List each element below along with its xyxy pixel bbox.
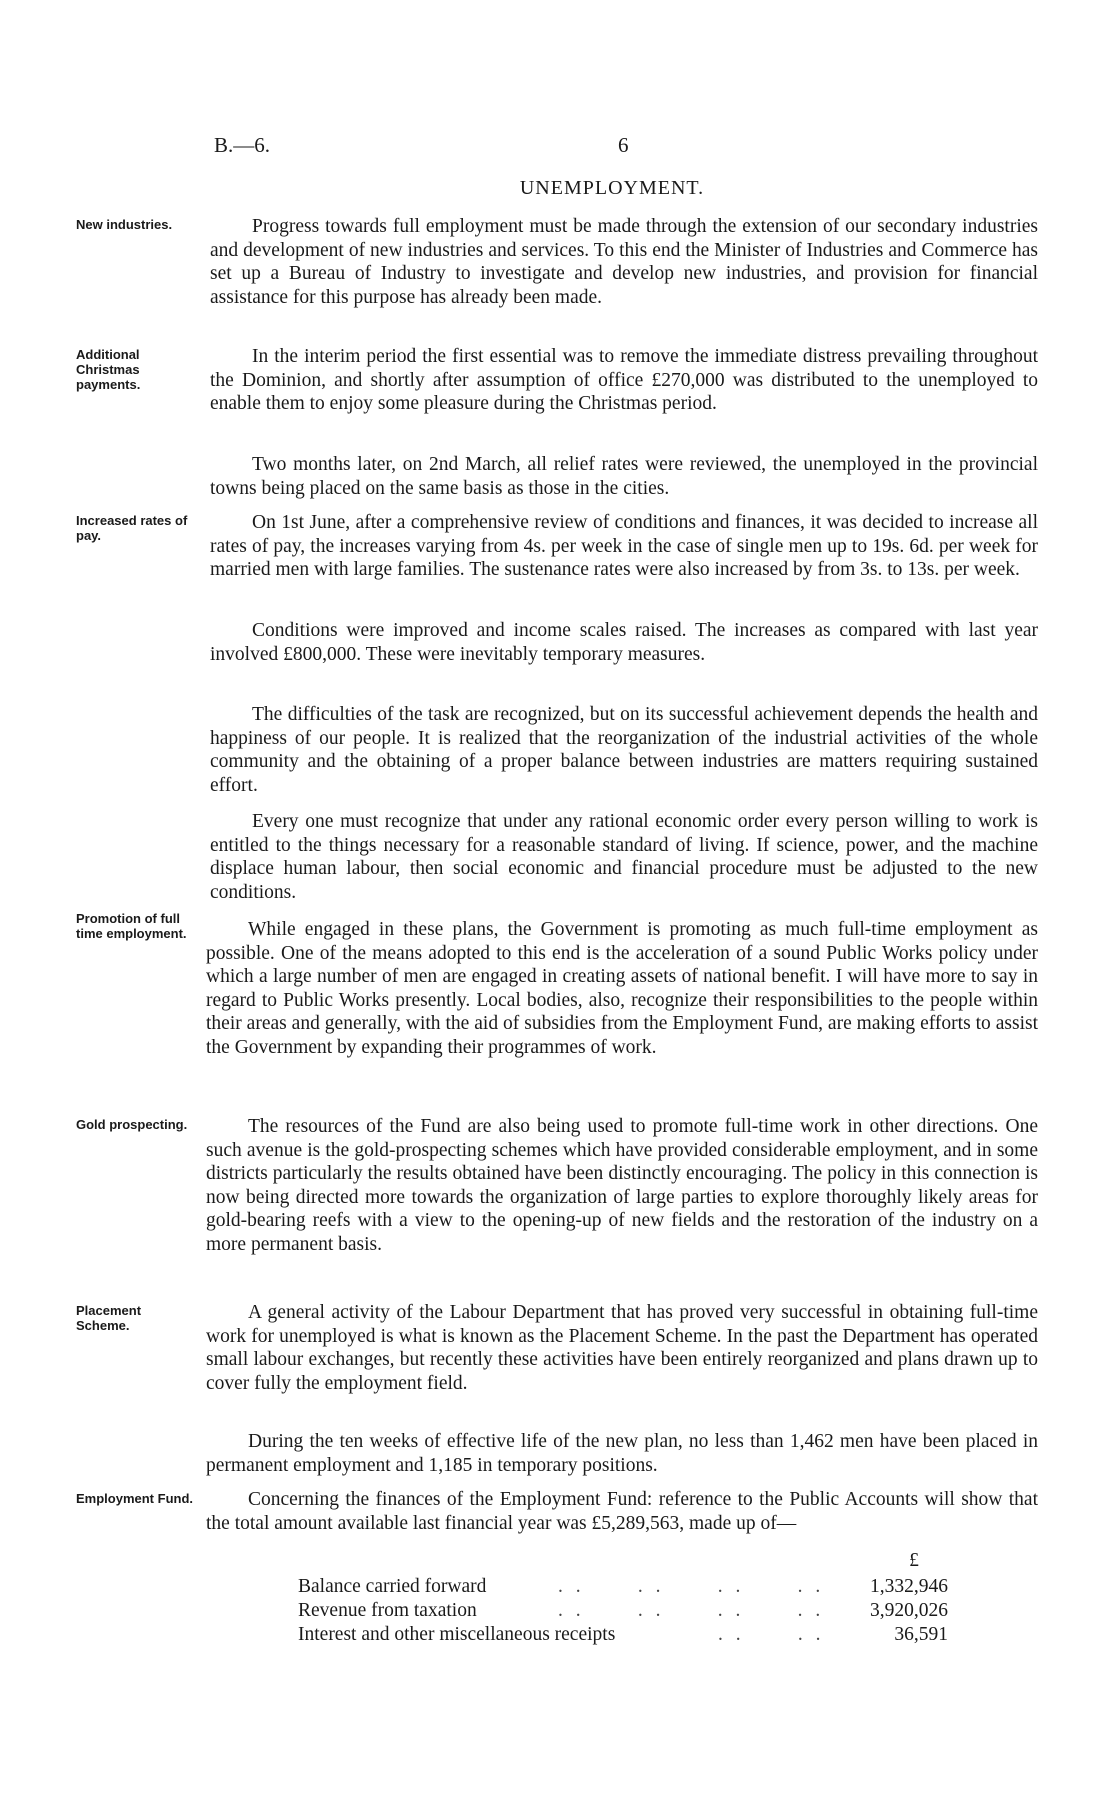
margin-note-increased-rates: Increased rates of pay.	[76, 513, 188, 543]
row-value: 3,920,026	[870, 1600, 948, 1621]
table-row	[298, 1624, 948, 1648]
margin-note-new-industries: New industries.	[76, 217, 173, 232]
paragraph-full-time-employment: While engaged in these plans, the Government is promoting as much full-time employment as possible. One of the means adopted to this end is the acceleration of a sound Public Works policy under which a large number of men are engaged in creating assets of national benefit. I will have more to say in regard to Public Works presently. Local bodies, also, recognize their responsibilities to the people within their areas and generally, with the aid of subsidies from the Employment Fund, are making efforts to assist the Government by expanding their programmes of work.	[206, 919, 1038, 1058]
paragraph-employment-fund: Concerning the finances of the Employment Fund: reference to the Public Accounts will show that the total amount available last financial year was £5,289,563, made up of—	[206, 1489, 1038, 1534]
margin-note-full-time-employment: Promotion of full time employment.	[76, 911, 187, 941]
paragraph-placement-results: During the ten weeks of effective life of the new plan, no less than 1,462 men have been placed in permanent employment and 1,185 in temporary positions.	[206, 1431, 1038, 1476]
row-label: Balance carried forward	[298, 1576, 487, 1597]
row-leader: . . . . . . . .	[558, 1600, 825, 1621]
table-row	[298, 1576, 948, 1600]
paragraph-rational-order: Every one must recognize that under any rational economic order every person willing to work is entitled to the things necessary for a reasonable standard of living. If science, power, and the machine displace human labour, then social economic and financial procedure must be adjusted to the new conditions.	[210, 811, 1038, 903]
page-number: 6	[618, 133, 629, 157]
paragraph-gold-prospecting: The resources of the Fund are also being used to promote full-time work in other directions. One such avenue is the gold-prospecting schemes which have provided considerable employment, and in some districts particularly the results obtained have been distinctly encouraging. The policy in this connection is now being directed more towards the organization of large parties to explore thoroughly likely areas for gold-bearing reefs with a view to the opening-up of new fields and the restoration of the industry on a more permanent basis.	[206, 1116, 1038, 1255]
paragraph-conditions-improved: Conditions were improved and income scales raised. The increases as compared with last year involved £800,000. These were inevitably temporary measures.	[210, 620, 1038, 665]
margin-note-employment-fund: Employment Fund.	[76, 1491, 193, 1506]
section-title: UNEMPLOYMENT.	[519, 177, 705, 199]
table-row	[298, 1600, 948, 1624]
row-leader: . . . . . . . .	[558, 1576, 825, 1597]
paragraph-relief-rates: Two months later, on 2nd March, all relief rates were reviewed, the unemployed in the provincial towns being placed on the same basis as those in the cities.	[210, 454, 1038, 499]
paragraph-increased-rates: On 1st June, after a comprehensive review of conditions and finances, it was decided to increase all rates of pay, the increases varying from 4s. per week in the case of single men up to 19s. 6d. per week for married men with large families. The sustenance rates were also increased by from 3s. to 13s. per week.	[210, 512, 1038, 580]
row-value: 1,332,946	[870, 1576, 948, 1597]
margin-note-christmas-payments: Additional Christmas payments.	[76, 347, 141, 392]
paragraph-new-industries: Progress towards full employment must be made through the extension of our secondary industries and development of new industries and services. To this end the Minister of Industries and Commerce has set up a Bureau of Industry to investigate and develop new industries, and provision for financial assistance for this purpose has already been made.	[210, 216, 1038, 308]
currency-header: £	[909, 1550, 919, 1571]
document-reference: B.—6.	[214, 133, 271, 157]
row-value: 36,591	[894, 1624, 948, 1645]
paragraph-christmas-payments: In the interim period the first essential was to remove the immediate distress prevailing throughout the Dominion, and shortly after assumption of office £270,000 was distributed to the unemployed to enable them to enjoy some pleasure during the Christmas period.	[210, 346, 1038, 414]
margin-note-placement-scheme: Placement Scheme.	[76, 1303, 142, 1333]
margin-note-gold-prospecting: Gold prospecting.	[76, 1117, 188, 1132]
row-label: Revenue from taxation	[298, 1600, 477, 1621]
row-leader: . . . .	[718, 1624, 825, 1645]
paragraph-difficulties: The difficulties of the task are recognized, but on its successful achievement depends the health and happiness of our people. It is realized that the reorganization of the industrial activities of the whole community and the obtaining of a proper balance between industries are matters requiring sustained effort.	[210, 704, 1038, 796]
row-label: Interest and other miscellaneous receipts	[298, 1624, 616, 1645]
paragraph-placement-scheme: A general activity of the Labour Department that has proved very successful in obtaining full-time work for unemployed is what is known as the Placement Scheme. In the past the Department has operated small labour exchanges, but recently these activities have been entirely reorganized and plans drawn up to cover fully the employment field.	[206, 1302, 1038, 1394]
